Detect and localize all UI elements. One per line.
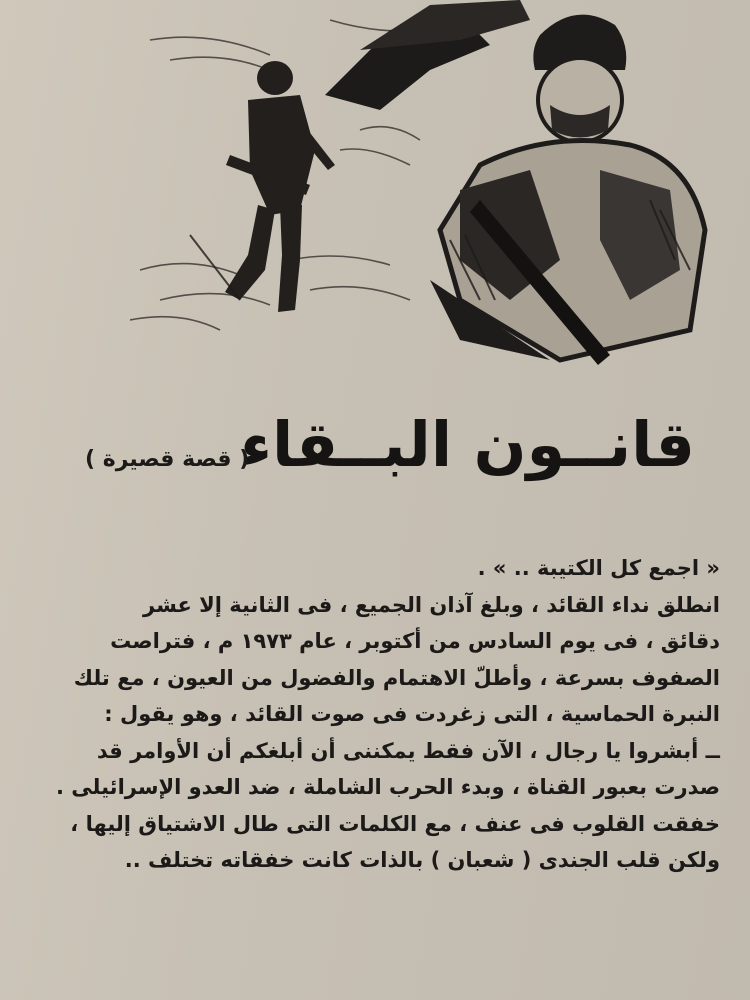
body-line: « اجمع كل الكتيبة .. » . [477, 556, 720, 580]
body-line: دقائق ، فى يوم السادس من أكتوبر ، عام ١٩٧٣ م ، فتراصت [110, 629, 720, 653]
body-line: ــ أبشروا يا رجال ، الآن فقط يمكننى أن أبلغكم أن الأوامر قد [96, 738, 720, 763]
soldiers-battle-illustration [130, 0, 720, 375]
story-genre-label: ( قصة قصيرة ) [85, 447, 250, 472]
body-line: صدرت بعبور القناة ، وبدء الحرب الشاملة ، ضد العدو الإسرائيلى . [56, 775, 720, 799]
body-line: الصفوف بسرعة ، وأطلّ الاهتمام والفضول من العيون ، مع تلك [73, 665, 720, 690]
body-line: ولكن قلب الجندى ( شعبان ) بالذات كانت خفقاته تختلف .. [124, 848, 720, 872]
story-body [56, 550, 720, 879]
body-line: النبرة الحماسية ، التى زغردت فى صوت القائد ، وهو يقول : [104, 702, 720, 726]
body-line: خفقت القلوب فى عنف ، مع الكلمات التى طال الاشتياق إليها ، [70, 811, 720, 836]
story-title: قانــون البــقاء [240, 408, 695, 481]
body-line: انطلق نداء القائد ، وبلغ آذان الجميع ، فى الثانية إلا عشر [143, 592, 720, 617]
